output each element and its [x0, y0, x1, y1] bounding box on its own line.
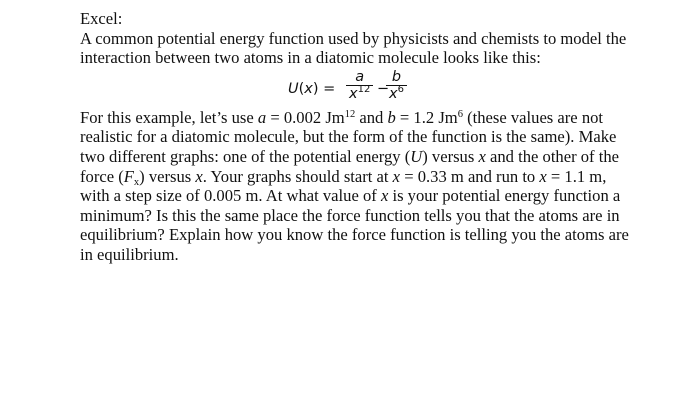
var-b: b: [387, 107, 396, 127]
text-run: (these values are not: [462, 107, 604, 127]
body-line-6: minimum? Is this the same place the force function tells you that the atoms are in: [80, 205, 620, 225]
var-u: U: [410, 146, 423, 166]
text-run: ) versus: [139, 166, 196, 186]
var-x: x: [380, 186, 389, 206]
equation-minus-sign: −: [377, 80, 390, 97]
body-line-7: equilibrium? Explain how you know the force function is telling you the atoms are: [80, 225, 629, 245]
denominator-base: x: [349, 85, 358, 102]
instructions-paragraph: [80, 108, 640, 265]
fraction-a-over-x12: [346, 69, 373, 103]
var-f: F: [123, 166, 134, 186]
equation-func-symbol: U: [288, 80, 299, 97]
text-run: with a step size of 0.005 m. At what value of: [80, 186, 381, 206]
var-a: a: [257, 107, 267, 127]
var-x: x: [539, 166, 547, 186]
body-line-4: [80, 167, 640, 187]
text-run: = 0.002 Jm: [266, 107, 345, 127]
fraction-numerator-a: a: [355, 68, 365, 85]
text-run: and: [355, 107, 388, 127]
fraction-denominator-x12: [346, 83, 373, 103]
exponent: 6: [457, 108, 463, 120]
body-line-5: [80, 186, 640, 206]
text-run: = 1.2 Jm: [395, 107, 458, 127]
fraction-b-over-x6: [386, 69, 407, 103]
equation-lhs: U(x) =: [288, 80, 336, 97]
var-x: x: [392, 166, 401, 186]
text-run: . Your graphs should start at: [202, 166, 393, 186]
var-x: x: [478, 146, 486, 166]
body-line-8: in equilibrium.: [80, 244, 179, 264]
denominator-exponent: 12: [357, 83, 371, 95]
text-run: = 0.33 m and run to: [400, 166, 540, 186]
body-line-3: [80, 147, 640, 167]
text-run: two different graphs: one of the potential energy (: [80, 146, 411, 166]
subscript-x: x: [133, 176, 140, 188]
text-run: ) versus: [422, 146, 479, 166]
equation-arg-symbol: x: [304, 80, 313, 97]
text-run: and the other of the: [485, 146, 620, 166]
fraction-denominator-x6: [386, 83, 407, 103]
denominator-base: x: [389, 85, 398, 102]
problem-document: [80, 9, 640, 265]
exponent: 12: [344, 108, 356, 120]
fraction-numerator-b: b: [391, 68, 402, 85]
denominator-exponent: 6: [397, 83, 404, 95]
text-run: is your potential energy function a: [388, 186, 621, 206]
equation-lhs-rest: ) =: [312, 80, 336, 97]
body-line-2: realistic for a diatomic molecule, but the form of the function is the same). Make: [80, 127, 617, 147]
text-run: = 1.1 m,: [546, 166, 607, 186]
heading-excel: Excel:: [80, 9, 123, 28]
intro-line: interaction between two atoms in a diatomic molecule looks like this:: [80, 48, 541, 68]
text-run: For this example, let’s use: [80, 107, 258, 127]
intro-line: A common potential energy function used by physicists and chemists to model the: [80, 28, 627, 48]
var-x: x: [195, 166, 203, 186]
text-run: force (: [80, 166, 124, 186]
body-line-1: [80, 108, 640, 128]
potential-energy-equation: [80, 68, 640, 108]
intro-paragraph: [80, 29, 640, 68]
